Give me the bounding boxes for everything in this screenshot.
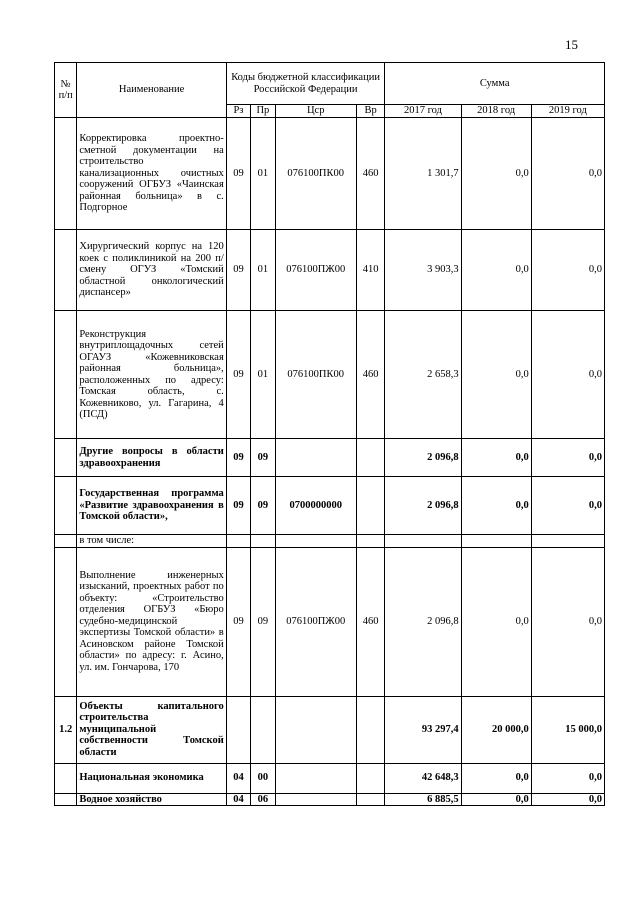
table-row	[55, 311, 605, 439]
row-rz: 09	[226, 547, 250, 696]
row-sum-2019: 15 000,0	[531, 696, 604, 763]
row-vr: 460	[356, 311, 384, 439]
row-sum-2017: 1 301,7	[385, 118, 461, 230]
row-num	[55, 230, 77, 311]
row-name: Водное хозяйство	[77, 793, 226, 806]
row-name: Корректировка проектно-сметной документации на строительство канализационных очистных сооружений ОГБУЗ «Чаинская районная больница» в с. Подгорное	[77, 118, 226, 230]
page-number: 15	[565, 37, 578, 52]
budget-table	[54, 62, 605, 806]
row-sum-2018: 0,0	[461, 793, 531, 806]
table-row	[55, 696, 605, 763]
table-row	[55, 477, 605, 535]
row-sum-2018: 0,0	[461, 230, 531, 311]
row-vr: 410	[356, 230, 384, 311]
row-rz: 04	[226, 793, 250, 806]
table-row	[55, 547, 605, 696]
row-sum-2018: 0,0	[461, 439, 531, 477]
row-name: Национальная экономика	[77, 763, 226, 793]
row-sum-2017: 42 648,3	[385, 763, 461, 793]
row-rz: 04	[226, 763, 250, 793]
row-pr: 01	[251, 311, 275, 439]
table-row	[55, 439, 605, 477]
row-csr	[275, 793, 356, 806]
header-name: Наименование	[77, 63, 226, 118]
row-pr: 00	[251, 763, 275, 793]
row-name: Реконструкция внутриплощадочных сетей ОГАУЗ «Кожевниковская районная больница», расположенных по адресу: Томская область, с. Кожевниково, ул. Гагарина, 4 (ПСД)	[77, 311, 226, 439]
header-2018: 2018 год	[461, 105, 531, 118]
row-name: в том числе:	[77, 535, 226, 548]
row-vr	[356, 763, 384, 793]
row-sum-2018: 0,0	[461, 311, 531, 439]
row-name: Другие вопросы в области здравоохранения	[77, 439, 226, 477]
row-sum-2017: 6 885,5	[385, 793, 461, 806]
row-sum-2019: 0,0	[531, 118, 604, 230]
row-sum-2017	[385, 535, 461, 548]
row-pr: 09	[251, 439, 275, 477]
row-pr: 09	[251, 477, 275, 535]
row-rz: 09	[226, 439, 250, 477]
row-rz: 09	[226, 477, 250, 535]
header-vr: Вр	[356, 105, 384, 118]
row-name: Хирургический корпус на 120 коек с поликлиникой на 200 п/смену ОГУЗ «Томский областной онкологический диспансер»	[77, 230, 226, 311]
row-num	[55, 311, 77, 439]
row-sum-2019: 0,0	[531, 230, 604, 311]
row-rz: 09	[226, 311, 250, 439]
row-csr: 076100ПЖ00	[275, 230, 356, 311]
row-sum-2017: 2 658,3	[385, 311, 461, 439]
row-sum-2017: 2 096,8	[385, 547, 461, 696]
header-num: № п/п	[55, 63, 77, 118]
header-codes: Коды бюджетной классификации Российской Федерации	[226, 63, 385, 105]
row-vr: 460	[356, 118, 384, 230]
row-num	[55, 763, 77, 793]
row-sum-2018	[461, 535, 531, 548]
row-csr: 076100ПК00	[275, 118, 356, 230]
row-sum-2017: 2 096,8	[385, 439, 461, 477]
row-sum-2019: 0,0	[531, 547, 604, 696]
row-sum-2019: 0,0	[531, 439, 604, 477]
row-num	[55, 535, 77, 548]
row-sum-2018: 0,0	[461, 763, 531, 793]
row-csr: 0700000000	[275, 477, 356, 535]
row-sum-2017: 3 903,3	[385, 230, 461, 311]
row-sum-2019: 0,0	[531, 763, 604, 793]
row-num: 1.2	[55, 696, 77, 763]
row-pr: 09	[251, 547, 275, 696]
table-row	[55, 118, 605, 230]
header-2019: 2019 год	[531, 105, 604, 118]
row-sum-2019: 0,0	[531, 477, 604, 535]
row-csr	[275, 439, 356, 477]
table-row	[55, 230, 605, 311]
row-pr	[251, 535, 275, 548]
row-sum-2017: 2 096,8	[385, 477, 461, 535]
row-num	[55, 477, 77, 535]
row-csr	[275, 696, 356, 763]
row-name: Выполнение инженерных изысканий, проектных работ по объекту: «Строительство отделения ОГБУЗ «Бюро судебно-медицинской экспертизы Томской области» в Асиновском районе Томской области» по адресу: г. Асино, ул. им. Гончарова, 170	[77, 547, 226, 696]
header-pr: Пр	[251, 105, 275, 118]
row-pr: 01	[251, 230, 275, 311]
row-sum-2018: 0,0	[461, 118, 531, 230]
row-vr	[356, 696, 384, 763]
row-csr: 076100ПЖ00	[275, 547, 356, 696]
row-rz	[226, 696, 250, 763]
row-pr: 01	[251, 118, 275, 230]
header-rz: Рз	[226, 105, 250, 118]
row-vr	[356, 439, 384, 477]
header-2017: 2017 год	[385, 105, 461, 118]
row-vr	[356, 535, 384, 548]
row-num	[55, 118, 77, 230]
row-sum-2018: 20 000,0	[461, 696, 531, 763]
row-num	[55, 439, 77, 477]
row-pr: 06	[251, 793, 275, 806]
row-rz: 09	[226, 230, 250, 311]
row-name: Государственная программа «Развитие здравоохранения в Томской области»,	[77, 477, 226, 535]
table-row	[55, 793, 605, 806]
row-vr	[356, 793, 384, 806]
row-vr	[356, 477, 384, 535]
row-sum-2019	[531, 535, 604, 548]
table-body	[55, 118, 605, 806]
row-sum-2018: 0,0	[461, 477, 531, 535]
row-name: Объекты капитального строительства муниципальной собственности Томской области	[77, 696, 226, 763]
row-csr	[275, 763, 356, 793]
row-rz	[226, 535, 250, 548]
row-sum-2019: 0,0	[531, 793, 604, 806]
row-vr: 460	[356, 547, 384, 696]
row-pr	[251, 696, 275, 763]
header-sum: Сумма	[385, 63, 605, 105]
row-sum-2017: 93 297,4	[385, 696, 461, 763]
row-rz: 09	[226, 118, 250, 230]
row-csr	[275, 535, 356, 548]
row-num	[55, 547, 77, 696]
row-num	[55, 793, 77, 806]
table-row	[55, 535, 605, 548]
row-csr: 076100ПК00	[275, 311, 356, 439]
header-csr: Цср	[275, 105, 356, 118]
table-row	[55, 763, 605, 793]
row-sum-2018: 0,0	[461, 547, 531, 696]
row-sum-2019: 0,0	[531, 311, 604, 439]
